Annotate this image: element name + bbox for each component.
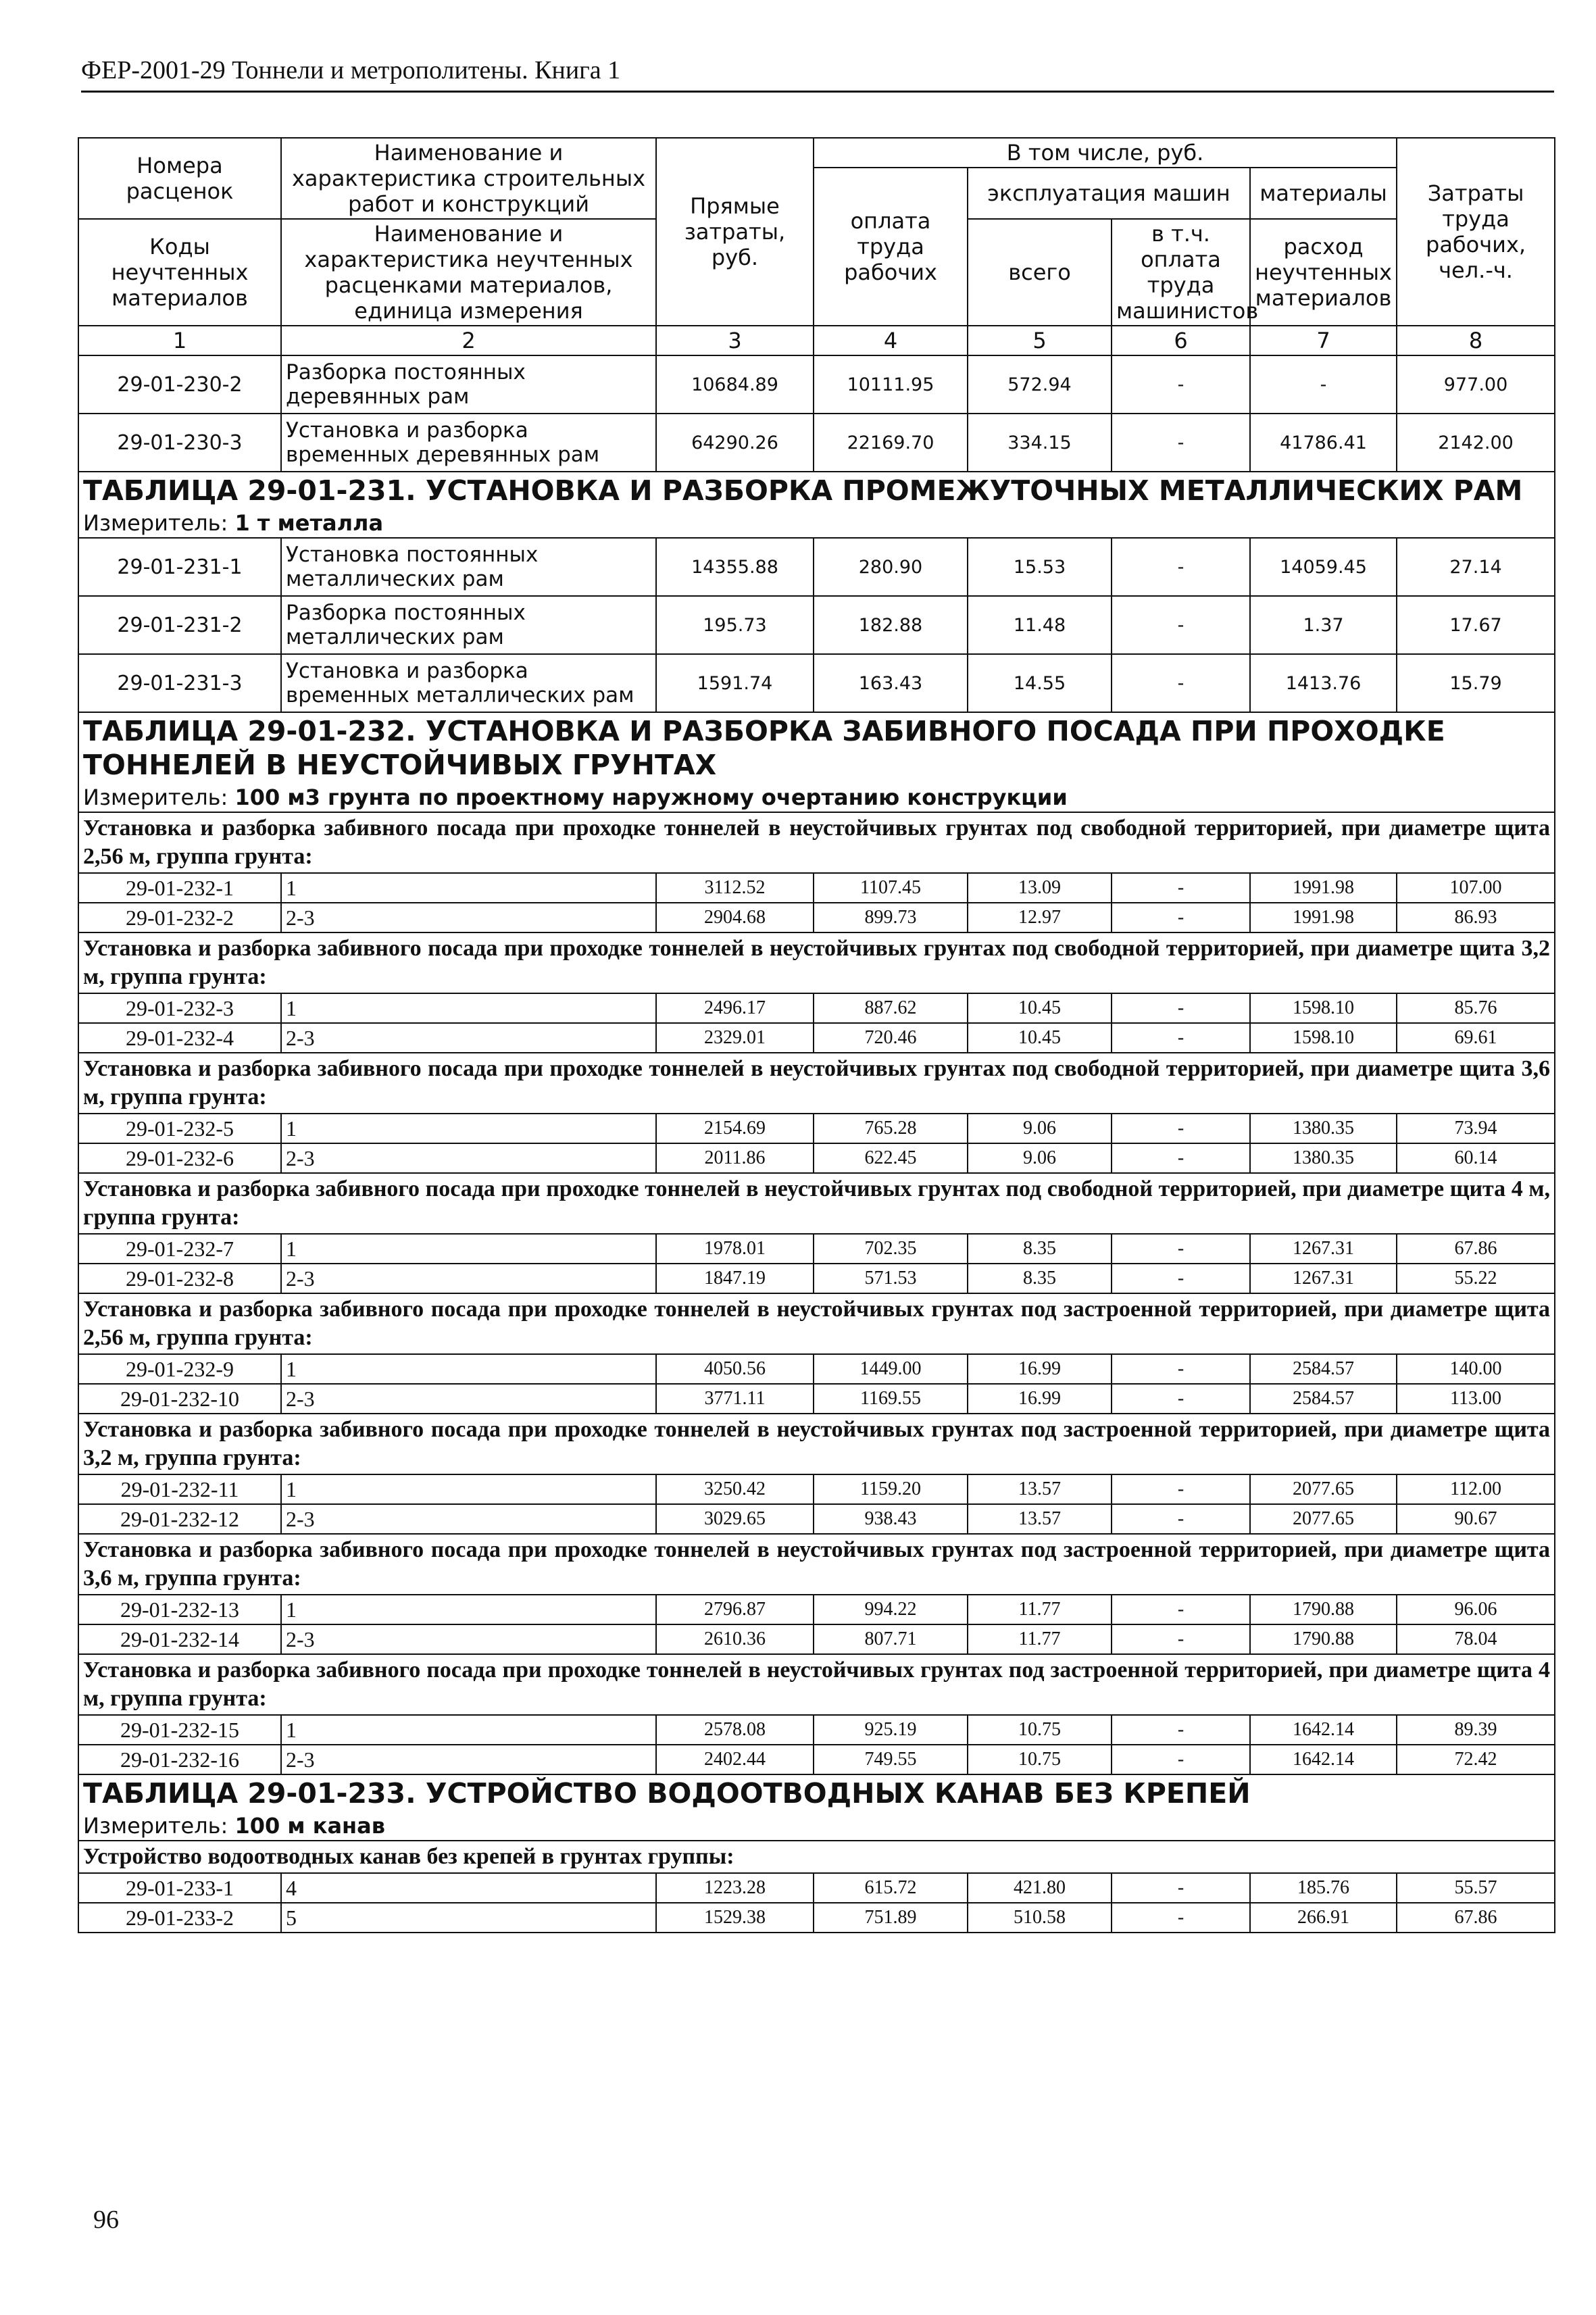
machinist-wage: - (1112, 993, 1250, 1023)
machine-cost: 13.57 (968, 1474, 1112, 1504)
wage-cost: 1107.45 (814, 873, 968, 903)
direct-cost: 1223.28 (656, 1873, 814, 1903)
labor-hours: 112.00 (1397, 1474, 1555, 1504)
rates-table (78, 137, 1555, 1933)
rate-name: 1 (281, 1234, 656, 1264)
machine-cost: 8.35 (968, 1234, 1112, 1264)
wage-cost: 1169.55 (814, 1384, 968, 1414)
rate-code: 29-01-231-3 (78, 654, 281, 712)
group-heading: Установка и разборка забивного посада при проходке тоннелей в неустойчивых грунтах под свободной территорией, при диаметре щита 3,6 м, группа грунта: (78, 1053, 1555, 1114)
labor-hours: 90.67 (1397, 1504, 1555, 1534)
group-heading: Установка и разборка забивного посада при проходке тоннелей в неустойчивых грунтах под свободной территорией, при диаметре щита 3,2 м, группа грунта: (78, 932, 1555, 993)
group-heading: Установка и разборка забивного посада при проходке тоннелей в неустойчивых грунтах под застроенной территорией, при диаметре щита 3,2 м, группа грунта: (78, 1414, 1555, 1474)
table-row (78, 1234, 1555, 1264)
col-header-mach-wage: в т.ч. оплата труда машинистов (1112, 219, 1250, 326)
rates-document (78, 137, 1554, 1933)
material-cost: 1642.14 (1250, 1745, 1397, 1774)
wage-cost: 807.71 (814, 1624, 968, 1654)
rate-code: 29-01-232-12 (78, 1504, 281, 1534)
table-title-row (78, 472, 1555, 509)
labor-hours: 96.06 (1397, 1595, 1555, 1624)
material-cost: 1598.10 (1250, 1023, 1397, 1053)
header-row-1 (78, 138, 1555, 168)
direct-cost: 64290.26 (656, 414, 814, 472)
wage-cost: 615.72 (814, 1873, 968, 1903)
direct-cost: 2329.01 (656, 1023, 814, 1053)
rate-name: Разборка постоянных металлических рам (281, 596, 656, 654)
page-header: ФЕР-2001-29 Тоннели и метрополитены. Книга 1 (81, 55, 1554, 93)
material-cost: 1413.76 (1250, 654, 1397, 712)
table-row (78, 1474, 1555, 1504)
rate-code: 29-01-230-2 (78, 355, 281, 414)
labor-hours: 977.00 (1397, 355, 1555, 414)
direct-cost: 2154.69 (656, 1114, 814, 1143)
material-cost: 2584.57 (1250, 1354, 1397, 1384)
wage-cost: 163.43 (814, 654, 968, 712)
col-header-name: Наименование и характеристика строительных работ и конструкций (281, 138, 656, 219)
wage-cost: 622.45 (814, 1143, 968, 1173)
rate-code: 29-01-232-4 (78, 1023, 281, 1053)
material-cost: 1380.35 (1250, 1143, 1397, 1173)
labor-hours: 67.86 (1397, 1234, 1555, 1264)
direct-cost: 2796.87 (656, 1595, 814, 1624)
material-cost: 266.91 (1250, 1903, 1397, 1933)
wage-cost: 751.89 (814, 1903, 968, 1933)
wage-cost: 925.19 (814, 1715, 968, 1745)
direct-cost: 10684.89 (656, 355, 814, 414)
rate-code: 29-01-232-3 (78, 993, 281, 1023)
wage-cost: 1449.00 (814, 1354, 968, 1384)
rate-name: Установка и разборка временных металлических рам (281, 654, 656, 712)
machine-cost: 10.75 (968, 1715, 1112, 1745)
col-number: 7 (1250, 326, 1397, 355)
measure-unit (78, 509, 1555, 538)
labor-hours: 113.00 (1397, 1384, 1555, 1414)
group-heading-row (78, 1414, 1555, 1474)
group-heading-row (78, 1173, 1555, 1234)
labor-hours: 55.22 (1397, 1264, 1555, 1293)
rate-code: 29-01-232-11 (78, 1474, 281, 1504)
rate-code: 29-01-231-1 (78, 538, 281, 596)
rate-name: 2-3 (281, 1504, 656, 1534)
machine-cost: 11.48 (968, 596, 1112, 654)
machine-cost: 8.35 (968, 1264, 1112, 1293)
machinist-wage: - (1112, 1595, 1250, 1624)
direct-cost: 2578.08 (656, 1715, 814, 1745)
direct-cost: 1978.01 (656, 1234, 814, 1264)
machinist-wage: - (1112, 1023, 1250, 1053)
measure-label: Измеритель: (83, 785, 228, 810)
col-header-name2: Наименование и характеристика неучтенных расценками материалов, единица измерения (281, 219, 656, 326)
rate-name: 2-3 (281, 903, 656, 932)
col-number: 4 (814, 326, 968, 355)
table-row (78, 1504, 1555, 1534)
machinist-wage: - (1112, 538, 1250, 596)
rate-code: 29-01-232-7 (78, 1234, 281, 1264)
wage-cost: 22169.70 (814, 414, 968, 472)
table-row (78, 1715, 1555, 1745)
rate-code: 29-01-233-1 (78, 1873, 281, 1903)
direct-cost: 1847.19 (656, 1264, 814, 1293)
direct-cost: 3029.65 (656, 1504, 814, 1534)
col-header-materials: материалы (1250, 168, 1397, 219)
labor-hours: 89.39 (1397, 1715, 1555, 1745)
machine-cost: 421.80 (968, 1873, 1112, 1903)
measure-value: 100 м канав (234, 1813, 385, 1839)
machinist-wage: - (1112, 355, 1250, 414)
table-row (78, 1023, 1555, 1053)
machine-cost: 15.53 (968, 538, 1112, 596)
wage-cost: 702.35 (814, 1234, 968, 1264)
rate-code: 29-01-232-14 (78, 1624, 281, 1654)
table-row (78, 1873, 1555, 1903)
rate-code: 29-01-232-6 (78, 1143, 281, 1173)
material-cost: 14059.45 (1250, 538, 1397, 596)
rate-name: 2-3 (281, 1023, 656, 1053)
machinist-wage: - (1112, 1354, 1250, 1384)
rate-name: 1 (281, 873, 656, 903)
rate-code: 29-01-231-2 (78, 596, 281, 654)
labor-hours: 67.86 (1397, 1903, 1555, 1933)
table-row (78, 1143, 1555, 1173)
rate-name: 2-3 (281, 1624, 656, 1654)
wage-cost: 749.55 (814, 1745, 968, 1774)
group-heading-row (78, 1841, 1555, 1873)
col-header-labor: Затраты труда рабочих, чел.-ч. (1397, 138, 1555, 326)
labor-hours: 2142.00 (1397, 414, 1555, 472)
direct-cost: 3112.52 (656, 873, 814, 903)
direct-cost: 3250.42 (656, 1474, 814, 1504)
rate-name: 2-3 (281, 1143, 656, 1173)
table-row (78, 1903, 1555, 1933)
direct-cost: 2496.17 (656, 993, 814, 1023)
table-title: ТАБЛИЦА 29-01-232. УСТАНОВКА И РАЗБОРКА ЗАБИВНОГО ПОСАДА ПРИ ПРОХОДКЕ ТОННЕЛЕЙ В НЕУСТОЙЧИВЫХ ГРУНТАХ (78, 712, 1555, 783)
machinist-wage: - (1112, 873, 1250, 903)
labor-hours: 85.76 (1397, 993, 1555, 1023)
group-heading: Установка и разборка забивного посада при проходке тоннелей в неустойчивых грунтах под застроенной территорией, при диаметре щита 2,56 м, группа грунта: (78, 1293, 1555, 1354)
material-cost: 1991.98 (1250, 873, 1397, 903)
machine-cost: 16.99 (968, 1354, 1112, 1384)
material-cost: 1991.98 (1250, 903, 1397, 932)
wage-cost: 994.22 (814, 1595, 968, 1624)
machine-cost: 510.58 (968, 1903, 1112, 1933)
machinist-wage: - (1112, 654, 1250, 712)
machine-cost: 10.75 (968, 1745, 1112, 1774)
rate-code: 29-01-230-3 (78, 414, 281, 472)
material-cost: - (1250, 355, 1397, 414)
rate-code: 29-01-232-9 (78, 1354, 281, 1384)
machinist-wage: - (1112, 596, 1250, 654)
labor-hours: 107.00 (1397, 873, 1555, 903)
machine-cost: 10.45 (968, 993, 1112, 1023)
material-cost: 1267.31 (1250, 1234, 1397, 1264)
wage-cost: 280.90 (814, 538, 968, 596)
material-cost: 1790.88 (1250, 1624, 1397, 1654)
machine-cost: 9.06 (968, 1114, 1112, 1143)
labor-hours: 73.94 (1397, 1114, 1555, 1143)
rate-code: 29-01-232-13 (78, 1595, 281, 1624)
table-row (78, 1264, 1555, 1293)
direct-cost: 1529.38 (656, 1903, 814, 1933)
material-cost: 1790.88 (1250, 1595, 1397, 1624)
machinist-wage: - (1112, 1873, 1250, 1903)
direct-cost: 4050.56 (656, 1354, 814, 1384)
wage-cost: 899.73 (814, 903, 968, 932)
measure-row (78, 783, 1555, 812)
direct-cost: 3771.11 (656, 1384, 814, 1414)
machinist-wage: - (1112, 1384, 1250, 1414)
machine-cost: 14.55 (968, 654, 1112, 712)
material-cost: 2077.65 (1250, 1474, 1397, 1504)
labor-hours: 86.93 (1397, 903, 1555, 932)
rate-code: 29-01-232-10 (78, 1384, 281, 1414)
rate-code: 29-01-232-1 (78, 873, 281, 903)
direct-cost: 14355.88 (656, 538, 814, 596)
machine-cost: 12.97 (968, 903, 1112, 932)
direct-cost: 1591.74 (656, 654, 814, 712)
measure-unit (78, 783, 1555, 812)
material-cost: 1598.10 (1250, 993, 1397, 1023)
rate-name: 1 (281, 1354, 656, 1384)
measure-label: Измеритель: (83, 1813, 228, 1839)
wage-cost: 571.53 (814, 1264, 968, 1293)
machinist-wage: - (1112, 903, 1250, 932)
table-row (78, 596, 1555, 654)
table-title: ТАБЛИЦА 29-01-231. УСТАНОВКА И РАЗБОРКА ПРОМЕЖУТОЧНЫХ МЕТАЛЛИЧЕСКИХ РАМ (78, 472, 1555, 509)
column-numbers-row (78, 326, 1555, 355)
col-number: 8 (1397, 326, 1555, 355)
rate-name: 2-3 (281, 1745, 656, 1774)
table-row (78, 1384, 1555, 1414)
machine-cost: 9.06 (968, 1143, 1112, 1173)
machinist-wage: - (1112, 414, 1250, 472)
rate-name: Установка и разборка временных деревянных рам (281, 414, 656, 472)
table-row (78, 355, 1555, 414)
measure-label: Измеритель: (83, 510, 228, 536)
col-header-machines: эксплуатация машин (968, 168, 1250, 219)
machine-cost: 13.09 (968, 873, 1112, 903)
direct-cost: 2610.36 (656, 1624, 814, 1654)
group-heading: Установка и разборка забивного посада при проходке тоннелей в неустойчивых грунтах под свободной территорией, при диаметре щита 2,56 м, группа грунта: (78, 812, 1555, 873)
table-row (78, 1624, 1555, 1654)
col-header-wage: оплата труда рабочих (814, 168, 968, 326)
table-title-row (78, 1774, 1555, 1812)
wage-cost: 938.43 (814, 1504, 968, 1534)
table-row (78, 414, 1555, 472)
col-header-direct: Прямые затраты, руб. (656, 138, 814, 326)
wage-cost: 10111.95 (814, 355, 968, 414)
material-cost: 1267.31 (1250, 1264, 1397, 1293)
labor-hours: 69.61 (1397, 1023, 1555, 1053)
wage-cost: 182.88 (814, 596, 968, 654)
col-header-rate-no: Номера расценок (78, 138, 281, 219)
table-row (78, 538, 1555, 596)
direct-cost: 195.73 (656, 596, 814, 654)
rate-code: 29-01-232-8 (78, 1264, 281, 1293)
col-number: 1 (78, 326, 281, 355)
col-number: 2 (281, 326, 656, 355)
machinist-wage: - (1112, 1474, 1250, 1504)
wage-cost: 1159.20 (814, 1474, 968, 1504)
wage-cost: 765.28 (814, 1114, 968, 1143)
rate-name: 5 (281, 1903, 656, 1933)
machinist-wage: - (1112, 1903, 1250, 1933)
group-heading: Устройство водоотводных канав без крепей в грунтах группы: (78, 1841, 1555, 1873)
col-header-unaccounted: расход неучтенных материалов (1250, 219, 1397, 326)
labor-hours: 60.14 (1397, 1143, 1555, 1173)
material-cost: 1.37 (1250, 596, 1397, 654)
material-cost: 2584.57 (1250, 1384, 1397, 1414)
labor-hours: 55.57 (1397, 1873, 1555, 1903)
measure-row (78, 1812, 1555, 1841)
material-cost: 2077.65 (1250, 1504, 1397, 1534)
rate-name: Установка постоянных металлических рам (281, 538, 656, 596)
machine-cost: 11.77 (968, 1624, 1112, 1654)
wage-cost: 887.62 (814, 993, 968, 1023)
labor-hours: 17.67 (1397, 596, 1555, 654)
page-number: 96 (93, 2206, 119, 2234)
col-header-codes: Коды неучтенных материалов (78, 219, 281, 326)
table-row (78, 1595, 1555, 1624)
table-row (78, 1114, 1555, 1143)
group-heading: Установка и разборка забивного посада при проходке тоннелей в неустойчивых грунтах под застроенной территорией, при диаметре щита 4 м, группа грунта: (78, 1654, 1555, 1715)
rate-name: 4 (281, 1873, 656, 1903)
table-row (78, 903, 1555, 932)
rate-name: Разборка постоянных деревянных рам (281, 355, 656, 414)
direct-cost: 2904.68 (656, 903, 814, 932)
table-row (78, 1354, 1555, 1384)
machinist-wage: - (1112, 1114, 1250, 1143)
col-number: 6 (1112, 326, 1250, 355)
group-heading-row (78, 1654, 1555, 1715)
table-title: ТАБЛИЦА 29-01-233. УСТРОЙСТВО ВОДООТВОДНЫХ КАНАВ БЕЗ КРЕПЕЙ (78, 1774, 1555, 1812)
group-heading-row (78, 1053, 1555, 1114)
rate-code: 29-01-232-16 (78, 1745, 281, 1774)
col-number: 5 (968, 326, 1112, 355)
labor-hours: 27.14 (1397, 538, 1555, 596)
machine-cost: 572.94 (968, 355, 1112, 414)
measure-value: 1 т металла (234, 510, 384, 536)
labor-hours: 140.00 (1397, 1354, 1555, 1384)
rate-name: 2-3 (281, 1264, 656, 1293)
rate-name: 1 (281, 1114, 656, 1143)
material-cost: 1642.14 (1250, 1715, 1397, 1745)
rate-code: 29-01-232-5 (78, 1114, 281, 1143)
rate-name: 1 (281, 993, 656, 1023)
machinist-wage: - (1112, 1504, 1250, 1534)
direct-cost: 2011.86 (656, 1143, 814, 1173)
machine-cost: 334.15 (968, 414, 1112, 472)
group-heading-row (78, 812, 1555, 873)
wage-cost: 720.46 (814, 1023, 968, 1053)
rate-name: 2-3 (281, 1384, 656, 1414)
machinist-wage: - (1112, 1624, 1250, 1654)
machinist-wage: - (1112, 1143, 1250, 1173)
measure-unit (78, 1812, 1555, 1841)
measure-value: 100 м3 грунта по проектному наружному очертанию конструкции (234, 785, 1068, 810)
col-header-including: В том числе, руб. (814, 138, 1397, 168)
machinist-wage: - (1112, 1745, 1250, 1774)
group-heading: Установка и разборка забивного посада при проходке тоннелей в неустойчивых грунтах под застроенной территорией, при диаметре щита 3,6 м, группа грунта: (78, 1534, 1555, 1595)
table-row (78, 1745, 1555, 1774)
table-row (78, 873, 1555, 903)
group-heading-row (78, 1293, 1555, 1354)
labor-hours: 15.79 (1397, 654, 1555, 712)
table-row (78, 654, 1555, 712)
rate-name: 1 (281, 1715, 656, 1745)
group-heading-row (78, 932, 1555, 993)
group-heading-row (78, 1534, 1555, 1595)
machinist-wage: - (1112, 1264, 1250, 1293)
machinist-wage: - (1112, 1715, 1250, 1745)
rate-code: 29-01-232-15 (78, 1715, 281, 1745)
col-header-total: всего (968, 219, 1112, 326)
measure-row (78, 509, 1555, 538)
rate-code: 29-01-233-2 (78, 1903, 281, 1933)
machine-cost: 11.77 (968, 1595, 1112, 1624)
material-cost: 41786.41 (1250, 414, 1397, 472)
machine-cost: 13.57 (968, 1504, 1112, 1534)
machine-cost: 16.99 (968, 1384, 1112, 1414)
table-title-row (78, 712, 1555, 783)
machine-cost: 10.45 (968, 1023, 1112, 1053)
labor-hours: 72.42 (1397, 1745, 1555, 1774)
material-cost: 1380.35 (1250, 1114, 1397, 1143)
rate-code: 29-01-232-2 (78, 903, 281, 932)
rate-name: 1 (281, 1474, 656, 1504)
material-cost: 185.76 (1250, 1873, 1397, 1903)
group-heading: Установка и разборка забивного посада при проходке тоннелей в неустойчивых грунтах под свободной территорией, при диаметре щита 4 м, группа грунта: (78, 1173, 1555, 1234)
rate-name: 1 (281, 1595, 656, 1624)
direct-cost: 2402.44 (656, 1745, 814, 1774)
labor-hours: 78.04 (1397, 1624, 1555, 1654)
table-row (78, 993, 1555, 1023)
machinist-wage: - (1112, 1234, 1250, 1264)
col-number: 3 (656, 326, 814, 355)
